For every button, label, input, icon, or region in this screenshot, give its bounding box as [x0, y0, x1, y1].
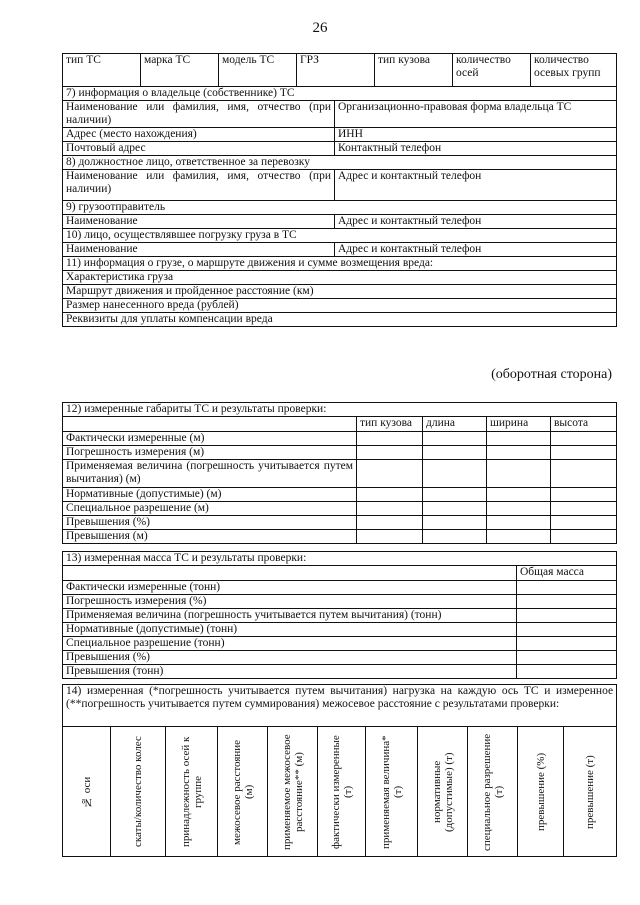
axle-table: [62, 684, 617, 857]
col-normative-load: нормативные (допустимые) (т): [418, 727, 468, 857]
dim-row-error: Погрешность измерения (м): [63, 446, 357, 460]
mass-row-normative: Нормативные (допустимые) (тонн): [63, 623, 517, 637]
mass-table: [62, 551, 617, 679]
mass-row-permit: Специальное разрешение (тонн): [63, 637, 517, 651]
payment-details-label: Реквизиты для уплаты компенсации вреда: [63, 313, 617, 327]
header-axle-groups: количество осевых групп: [531, 54, 617, 87]
col-axle-group: принадлежность осей к группе: [166, 727, 218, 857]
col-wheels: скаты/количество колес: [111, 727, 166, 857]
section-8-title: 8) должностное лицо, ответственное за перевозку: [63, 156, 617, 170]
header-plate: ГРЗ: [297, 54, 375, 87]
col-length: длина: [423, 417, 487, 432]
dim-row-permit: Специальное разрешение (м): [63, 502, 357, 516]
page-number: 26: [312, 20, 328, 36]
section-14-title: 14) измеренная (*погрешность учитывается путем вычитания) нагрузка на каждую ось ТС и измеренное (**погрешность учитывается путем суммирования) межосевое расстояние с результатами проверки:: [63, 685, 617, 727]
col-excess-t: превышение (т): [564, 727, 617, 857]
header-vehicle-model: модель ТС: [219, 54, 297, 87]
section-7-title: 7) информация о владельце (собственнике) ТС: [63, 87, 617, 101]
section-9-title: 9) грузоотправитель: [63, 201, 617, 215]
dim-row-excess-m: Превышения (м): [63, 530, 357, 544]
mass-row-excess-pct: Превышения (%): [63, 651, 517, 665]
reverse-side-label: (оборотная сторона): [491, 367, 612, 382]
section-13-title: 13) измеренная масса ТС и результаты проверки:: [63, 552, 617, 566]
section-10-title: 10) лицо, осуществлявшее погрузку груза в ТС: [63, 229, 617, 243]
loader-name-label: Наименование: [63, 243, 335, 257]
col-height: высота: [551, 417, 617, 432]
col-axle-number: № оси: [63, 727, 111, 857]
header-axle-count: количество осей: [453, 54, 531, 87]
dim-row-measured: Фактически измеренные (м): [63, 432, 357, 446]
col-applied-interaxle: применяемое межосевое расстояние** (м): [268, 727, 318, 857]
section-11-title: 11) информация о грузе, о маршруте движения и сумме возмещения вреда:: [63, 257, 617, 271]
owner-legal-form-label: Организационно-правовая форма владельца ТС: [335, 101, 617, 128]
owner-inn-label: ИНН: [335, 128, 617, 142]
col-width: ширина: [487, 417, 551, 432]
owner-name-label: Наименование или фамилия, имя, отчество (при наличии): [63, 101, 335, 128]
responsible-contact-label: Адрес и контактный телефон: [335, 170, 617, 201]
header-vehicle-brand: марка ТС: [141, 54, 219, 87]
col-excess-pct: превышение (%): [518, 727, 564, 857]
header-vehicle-type: тип ТС: [63, 54, 141, 87]
col-body-type: тип кузова: [357, 417, 423, 432]
responsible-name-label: Наименование или фамилия, имя, отчество (при наличии): [63, 170, 335, 201]
dim-row-excess-pct: Превышения (%): [63, 516, 357, 530]
damage-amount-label: Размер нанесенного вреда (рублей): [63, 299, 617, 313]
shipper-name-label: Наименование: [63, 215, 335, 229]
cargo-characteristics-label: Характеристика груза: [63, 271, 617, 285]
header-body-type: тип кузова: [375, 54, 453, 87]
mass-row-measured: Фактически измеренные (тонн): [63, 581, 517, 595]
dimensions-blank-header: [63, 417, 357, 432]
vehicle-info-table: [62, 53, 617, 87]
col-permit-load: специальное разрешение (т): [468, 727, 518, 857]
dim-row-applied: Применяемая величина (погрешность учитывается путем вычитания) (м): [63, 460, 357, 488]
col-interaxle-distance: межосевое расстояние (м): [218, 727, 268, 857]
col-applied-load: применяемая величина* (т): [366, 727, 418, 857]
col-actual-load: фактически измеренные (т): [318, 727, 366, 857]
section-12-title: 12) измеренные габариты ТС и результаты проверки:: [63, 403, 617, 417]
dimensions-table: [62, 402, 617, 544]
owner-postal-label: Почтовый адрес: [63, 142, 335, 156]
mass-blank-header: [63, 566, 517, 581]
loader-contact-label: Адрес и контактный телефон: [335, 243, 617, 257]
parties-table: [62, 86, 617, 327]
mass-row-applied: Применяемая величина (погрешность учитывается путем вычитания) (тонн): [63, 609, 517, 623]
route-distance-label: Маршрут движения и пройденное расстояние (км): [63, 285, 617, 299]
owner-address-label: Адрес (место нахождения): [63, 128, 335, 142]
owner-phone-label: Контактный телефон: [335, 142, 617, 156]
mass-row-excess-t: Превышения (тонн): [63, 665, 517, 679]
mass-row-error: Погрешность измерения (%): [63, 595, 517, 609]
dim-row-normative: Нормативные (допустимые) (м): [63, 488, 357, 502]
col-total-mass: Общая масса: [517, 566, 617, 581]
shipper-contact-label: Адрес и контактный телефон: [335, 215, 617, 229]
